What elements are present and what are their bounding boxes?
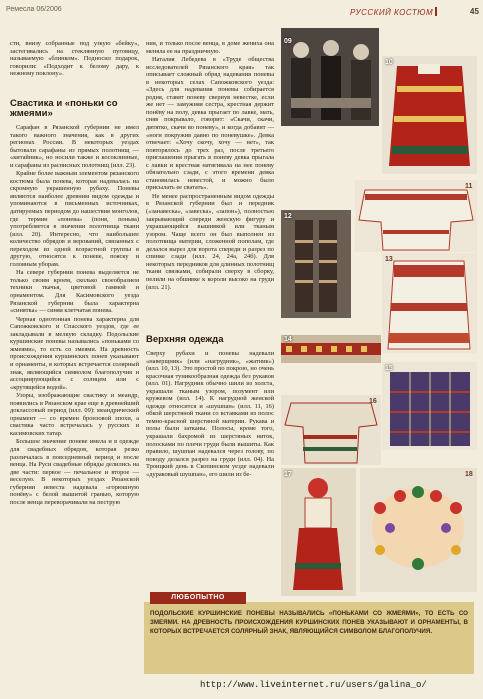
callout-text: ПОДОЛЬСКИЕ КУРШИНСКИЕ ПОНЕВЫ НАЗЫВАЛИСЬ «ПОНЬКАМИ СО ЖМЕЯМИ», ТО ЕСТЬ СО ЗМЕЯМИ. НА ДРЕВНОСТЬ ПРОИСХОЖДЕНИЯ КУРШИНСКИХ ПОНЕВ УКАЗЫВАЮТ И ОРНАМЕНТЫ, В КОТОРЫХ ВСТРЕЧАЕТСЯ СОЛЯРНЫЙ ЗНАК, ЯВЛЯЮЩИЙСЯ СИМВОЛОМ БЛАГОПОЛУЧИЯ. [150, 610, 468, 635]
photo-number: 14 [284, 336, 292, 343]
paragraph: Черная однотонная понева характерна для Сапожковского и Спасского уездов, где ее закладывали в мелкую складку. Подольские куршинские поневы назывались «поньками со жмеями», то есть со змеями. На древность происхождения куршинских понев указывают и орнаменты, в которых встречается солярный знак, являющийся символом благополучия и ассоциирующийся с солнцем или с «крутящейся водой». [10, 315, 139, 391]
column-2 [146, 40, 274, 292]
column-1-body [10, 124, 139, 507]
source-url[interactable]: http://www.liveinternet.ru/users/galina_o/ [200, 680, 427, 690]
photo-15-skirt [382, 362, 477, 450]
photo-number: 16 [369, 398, 377, 405]
section-heading-svastika [10, 99, 139, 119]
photo-number: 17 [284, 471, 292, 478]
photo-14-embroidery [281, 335, 381, 363]
garment-drawing [355, 180, 477, 252]
column-1-top [10, 40, 139, 79]
photo-18-headdress [360, 468, 477, 592]
object-drawing [281, 210, 351, 318]
header-divider [435, 7, 437, 16]
section-heading-outerwear [146, 335, 274, 345]
photo-silhouettes [281, 28, 379, 126]
paragraph: сти, внизу собранные под узкую «бейку», застегивались на стеклянную пуговицу, называемую «блинком». Подносил подарок, говорили: «Подходит к белому дару, к нежному поклону». [10, 40, 139, 78]
issue-label: Ремесла 06/2006 [6, 6, 62, 13]
figure-drawing [281, 468, 356, 596]
photo-09-women-group [281, 28, 379, 126]
embroidery-drawing [281, 335, 381, 363]
photo-number: 18 [465, 471, 473, 478]
photo-number: 09 [284, 38, 292, 45]
garment-drawing [382, 253, 477, 353]
paragraph: Наталия Лебедева в «Труде общества исследователей Рязанского края» так описывает сложный обряд надевания поневы в некоторых селах Сапожковского уезда: «Здесь для надевания поневы собирается родня, ставят поневу свернув невестке, если же нет — замужняя сестра, крестная держит понёву на полу, девка прыгает по лавке, мать, сняв покрывало, говорит: «Скачи, скачи, дитятко, скачи во поневу», и когда добавит — «ноги покружив давно по поневушке». Девка отвечает: «Хочу скочу, хочу — нет», так повторялось до трех раз, после третьего приглашения прыгать в поневу девка прыгала с лавки и крестная натягивала на нее поневу обязательно сзади, с этого времени девка становилась невестой, и можно было присылать ее сватать». [146, 56, 274, 192]
page-number: 45 [470, 7, 479, 16]
paragraph: Не менее распространенным видом одежды в Рязанской губернии был и передник («занавеска», «завеска», «запон»), полностью закрывающий спереди женскую фигуру и украшающийся вышивкой или тканым узором. Чаще всего он был выполнен из полотнища материи, сложенной пополам, где делался вырез для ворота спереди и разрез по спинке сзади (илл. 24, 24а, 24б). Для некоторых передников для длинных полотнищ ткани связками, собирали сверху в сборку, пелили на обшивке к короли высоко на груди (илл. 21). [146, 192, 274, 291]
section-title: Свастика и «поньки со жмеями» [10, 98, 118, 119]
photo-12-leg-wraps [281, 210, 351, 318]
section-label: РУССКИЙ КОСТЮМ [350, 8, 434, 17]
paragraph: Крайне более важным элементом рязанского костюма была понева, которая надевалась на скромную украшенную рубаху. Поневы являются наиболее древним видом одежды и упоминаются в письменных источниках, датируемых периодом до нашествия монголов, где термин «понева» (поня, поньва) употребляется в значении полотнища ткани (илл. 20). Интересно, что наибольшее количество обрядов и верований, связанных с переходом из одной возрастной группы в другую, относятся к поневе, пояску и головным уборам. [10, 170, 139, 268]
headdress-drawing [360, 468, 477, 592]
paragraph: Большое значение поневе имела и в одежде для свадебных обрядов, которая резко различалась в повседневный период и после венца. На Руси свадебные обряды делились на две части: первое — печальное и второе — веселую. В некоторых уездах Рязанской губернии невеста надевала «горюшную понёву» с белой вышитой гранью, которую после венца переворачивали на пеструю [10, 438, 139, 506]
paragraph: Сарафан в Рязанской губернии не имел такого важного значения, как в других регионах России. В некоторых уездах бытовали сарафаны из прямых полотнищ — «китайник», но носили также и косоклинные, и сарафаны из расписных полотнищ (илл. 23). [10, 124, 139, 169]
garment-drawing [382, 56, 477, 174]
photo-11-shirt [355, 180, 477, 252]
photo-number: 11 [465, 183, 473, 190]
photo-17-doll [281, 468, 356, 596]
photo-13-apron [382, 253, 477, 353]
section-title: Верхняя одежда [146, 334, 224, 345]
photo-16-jacket [281, 395, 381, 465]
photo-number: 15 [385, 365, 393, 372]
photo-10-red-apron [382, 56, 477, 174]
paragraph: Узоры, изображающие свастику и меандр, появились в Рязанском крае еще в древнейший доклассовый период (илл. 09): меандрический орнамент — со времен бронзовой эпохи, а свастика часто встречалась у русских и касимовских татар. [10, 392, 139, 437]
photo-number: 12 [284, 213, 292, 220]
garment-drawing [281, 395, 381, 465]
garment-drawing [382, 362, 477, 450]
paragraph: ния, и только после венца, в доме жениха она меняла ее на праздничную. [146, 40, 274, 55]
callout-tag: ЛЮБОПЫТНО [150, 592, 246, 604]
paragraph: Сверху рубахи и поневы надевали «наверщник» (или «нагрудник», «жатник») (илл. 10, 13). Это простой по покрою, но очень красочная туникообразная одежда без рукавов (илл. 01). Нагрудник обычно шили из холста, украшали тканым узором, позумент или кружевом (илл. 14). К нагрудной женской одежде относится и «шушпан» (илл. 11, 16) обкой шерстяной ткани со вставками из полос темно-красной шерстяной материи. Рукава и полы были затканы. Полосы, кроме того, украшали бахромой из шерстяных ниток, полосками по плечи груди были вышиты. Как правило, шушпан надевался через голову, по поводу делался разрез на груди (илл. 04). На Троицкий день в Скопинском уезде надевали «дураковый шушпан», его шили из бе- [146, 350, 274, 478]
photo-number: 10 [385, 59, 393, 66]
column-2-lower [146, 350, 274, 479]
paragraph: На севере губернии понева выделяется не только своим кроем, сколько своеобразием техники ткачья, цветовой гаммой и орнаментом. Для Касимовского уезда Рязанской губернии была характерна «синятка» — синяя клетчатая понева. [10, 269, 139, 315]
photo-number: 13 [385, 256, 393, 263]
